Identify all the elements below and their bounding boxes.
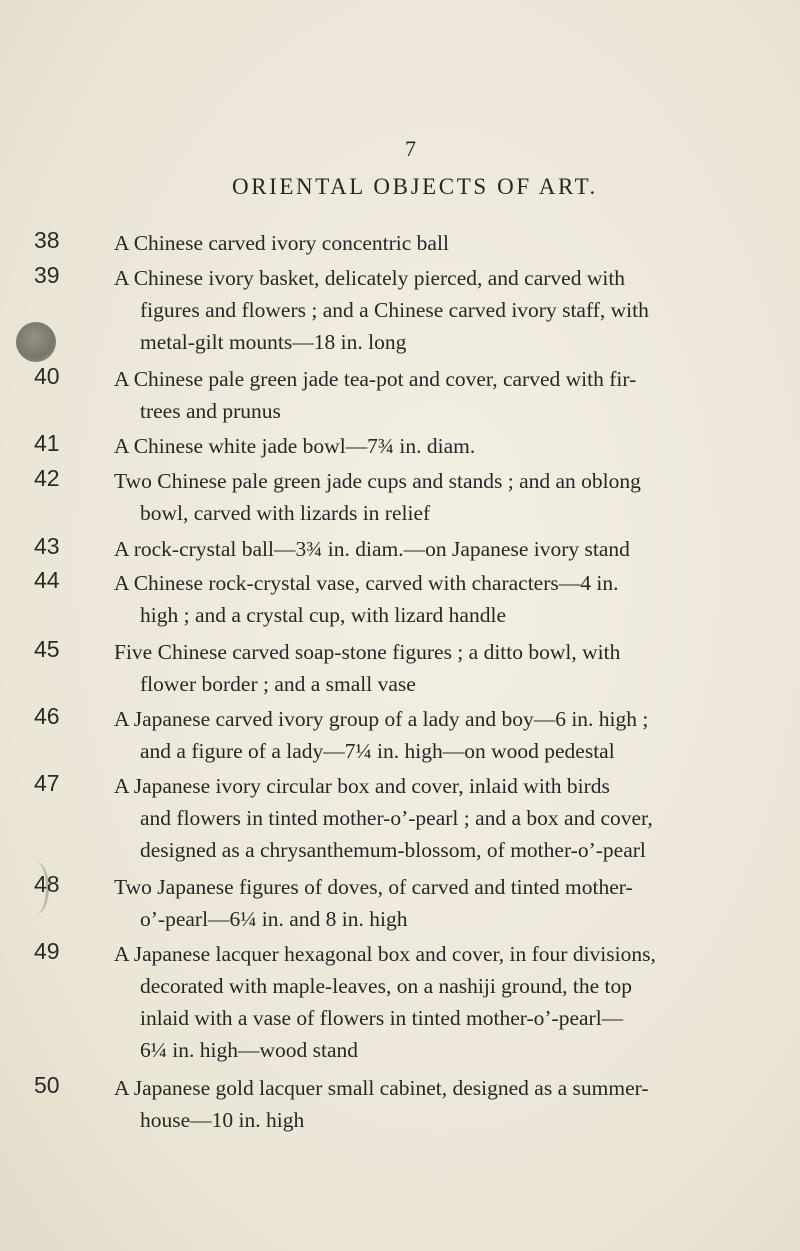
lot-number: 39 [34,262,60,288]
lot-number: 50 [34,1072,60,1098]
lot-description-line: and flowers in tinted mother-o’-pearl ; and a box and cover, [140,806,653,830]
lot-number: 48 [34,871,60,897]
lot-number: 43 [34,533,60,559]
lot-description-line: metal-gilt mounts—18 in. long [140,330,407,354]
lot-description-line: A Chinese ivory basket, delicately pierced, and carved with [114,266,626,290]
lot-number: 38 [34,227,60,253]
lot-number: 45 [34,636,60,662]
lot-description [114,871,774,935]
lot-number: 47 [34,770,60,796]
lot-number: 44 [34,567,60,593]
lot-description [114,262,774,358]
lot-description-line: A Japanese ivory circular box and cover, inlaid with birds [114,774,610,798]
lot-description [114,533,774,565]
lot-description-line: and a figure of a lady—7¼ in. high—on wood pedestal [140,739,615,763]
lot-description-line: A Chinese pale green jade tea-pot and cover, carved with fir- [114,367,637,391]
lot-description-line: 6¼ in. high—wood stand [140,1038,358,1062]
lot-description-line: house—10 in. high [140,1108,305,1132]
lot-description-line: A Japanese gold lacquer small cabinet, designed as a summer- [114,1076,649,1100]
lot-description-line: A Japanese lacquer hexagonal box and cover, in four divisions, [114,942,656,966]
lot-description [114,703,774,767]
lot-number: 41 [34,430,60,456]
lot-description-line: inlaid with a vase of flowers in tinted mother-o’-pearl— [140,1006,624,1030]
lot-description-line: Two Japanese figures of doves, of carved and tinted mother- [114,875,633,899]
binding-hole-icon [16,322,56,362]
lot-description-line: designed as a chrysanthemum-blossom, of mother-o’-pearl [140,838,646,862]
lot-description [114,938,774,1066]
lot-description-line: Two Chinese pale green jade cups and stands ; and an oblong [114,469,641,493]
lot-description-line: figures and flowers ; and a Chinese carved ivory staff, with [140,298,649,322]
lot-description-line: A Chinese carved ivory concentric ball [114,231,449,255]
lot-number: 42 [34,465,60,491]
lot-description [114,227,774,259]
lot-number: 46 [34,703,60,729]
lot-description-line: o’-pearl—6¼ in. and 8 in. high [140,907,408,931]
lot-description-line: A rock-crystal ball—3¾ in. diam.—on Japanese ivory stand [114,537,630,561]
lot-description-line: Five Chinese carved soap-stone figures ; a ditto bowl, with [114,640,621,664]
lot-description [114,465,774,529]
lot-description-line: A Chinese rock-crystal vase, carved with characters—4 in. [114,571,619,595]
lot-description [114,636,774,700]
lot-description [114,363,774,427]
page-heading: ORIENTAL OBJECTS OF ART. [232,174,598,199]
lot-description-line: bowl, carved with lizards in relief [140,501,431,525]
lot-description [114,567,774,631]
lot-description-line: decorated with maple-leaves, on a nashiji ground, the top [140,974,632,998]
lot-description [114,770,774,866]
lot-number: 40 [34,363,60,389]
lot-description-line: A Chinese white jade bowl—7¾ in. diam. [114,434,476,458]
lot-description-line: flower border ; and a small vase [140,672,416,696]
lot-description-line: A Japanese carved ivory group of a lady and boy—6 in. high ; [114,707,649,731]
page-number: 7 [405,136,416,161]
lot-description [114,430,774,462]
lot-description-line: trees and prunus [140,399,281,423]
lot-description-line: high ; and a crystal cup, with lizard handle [140,603,506,627]
lot-number: 49 [34,938,60,964]
lot-description [114,1072,774,1136]
